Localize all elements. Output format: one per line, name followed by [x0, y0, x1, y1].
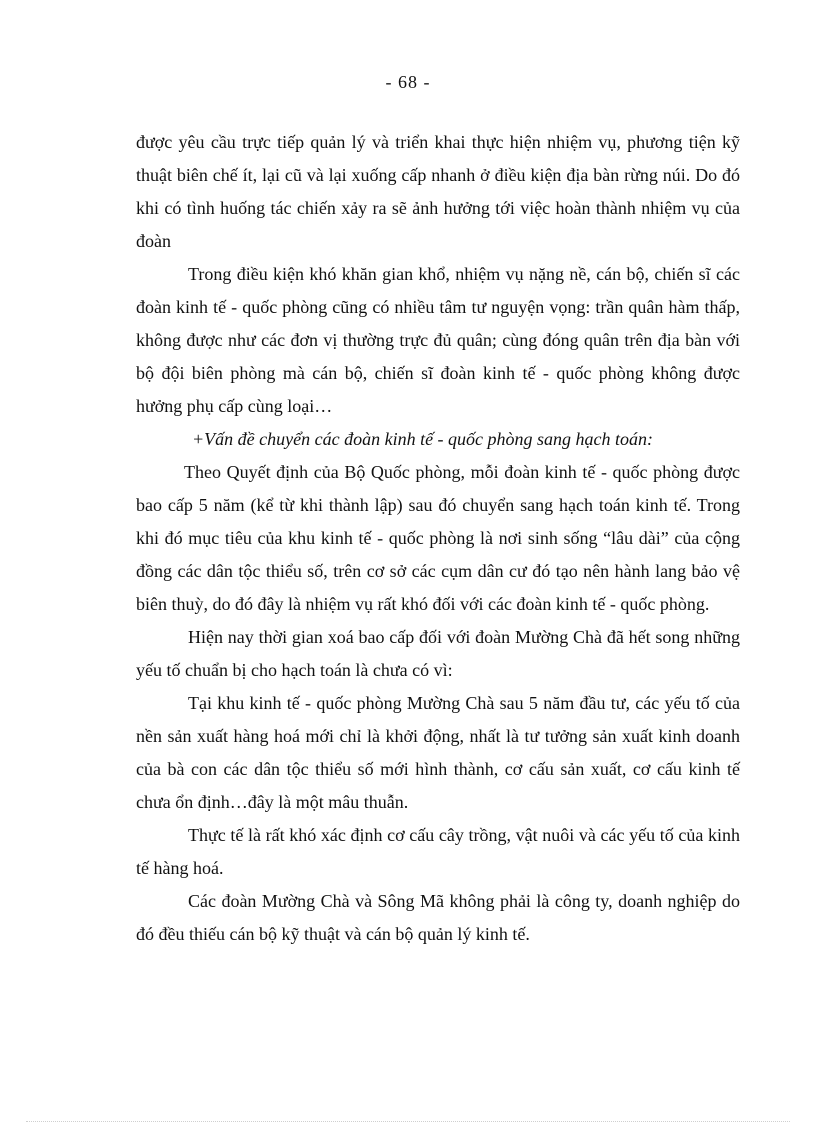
paragraph-subsidy: Hiện nay thời gian xoá bao cấp đối với đoàn Mường Chà đã hết song những yếu tố chuẩn bị cho hạch toán là chưa có vì:	[136, 627, 740, 680]
paragraph-aspirations: Trong điều kiện khó khăn gian khổ, nhiệm vụ nặng nề, cán bộ, chiến sĩ các đoàn kinh tế - quốc phòng cũng có nhiều tâm tư nguyện vọng: trần quân hàm thấp, không được như các đơn vị thường trực đủ quân; cùng đóng quân trên địa bàn với bộ đội biên phòng mà cán bộ, chiến sĩ đoàn kinh tế - quốc phòng không được hưởng phụ cấp cùng loại…	[136, 264, 740, 416]
paragraph-staff: Các đoàn Mường Chà và Sông Mã không phải là công ty, doanh nghiệp do đó đều thiếu cán bộ kỹ thuật và cán bộ quản lý kinh tế.	[136, 891, 740, 944]
paragraph-continuation: được yêu cầu trực tiếp quản lý và triển khai thực hiện nhiệm vụ, phương tiện kỹ thuật biên chế ít, lại cũ và lại xuống cấp nhanh ở điều kiện địa bàn rừng núi. Do đó khi có tình huống tác chiến xảy ra sẽ ảnh hưởng tới việc hoàn thành nhiệm vụ của đoàn	[136, 132, 740, 251]
page-number: - 68 -	[385, 72, 431, 92]
paragraph-decision: Theo Quyết định của Bộ Quốc phòng, mỗi đoàn kinh tế - quốc phòng được bao cấp 5 năm (kể từ khi thành lập) sau đó chuyển sang hạch toán kinh tế. Trong khi đó mục tiêu của khu kinh tế - quốc phòng là nơi sinh sống “lâu dài” của cộng đồng các dân tộc thiểu số, trên cơ sở các cụm dân cư đó tạo nên hành lang bảo vệ biên thuỳ, do đó đây là nhiệm vụ rất khó đối với các đoàn kinh tế - quốc phòng.	[136, 462, 740, 614]
footer-divider	[26, 1121, 790, 1122]
document-body	[136, 126, 740, 951]
paragraph-muong-cha: Tại khu kinh tế - quốc phòng Mường Chà sau 5 năm đầu tư, các yếu tố của nền sản xuất hàng hoá mới chỉ là khởi động, nhất là tư tưởng sản xuất kinh doanh của bà con các dân tộc thiểu số mới hình thành, cơ cấu sản xuất, cơ cấu kinh tế chưa ổn định…đây là một mâu thuẫn.	[136, 693, 740, 812]
paragraph-crop-structure: Thực tế là rất khó xác định cơ cấu cây trồng, vật nuôi và các yếu tố của kinh tế hàng hoá.	[136, 825, 740, 878]
section-heading-accounting: +Vấn đề chuyển các đoàn kinh tế - quốc phòng sang hạch toán:	[192, 429, 654, 449]
